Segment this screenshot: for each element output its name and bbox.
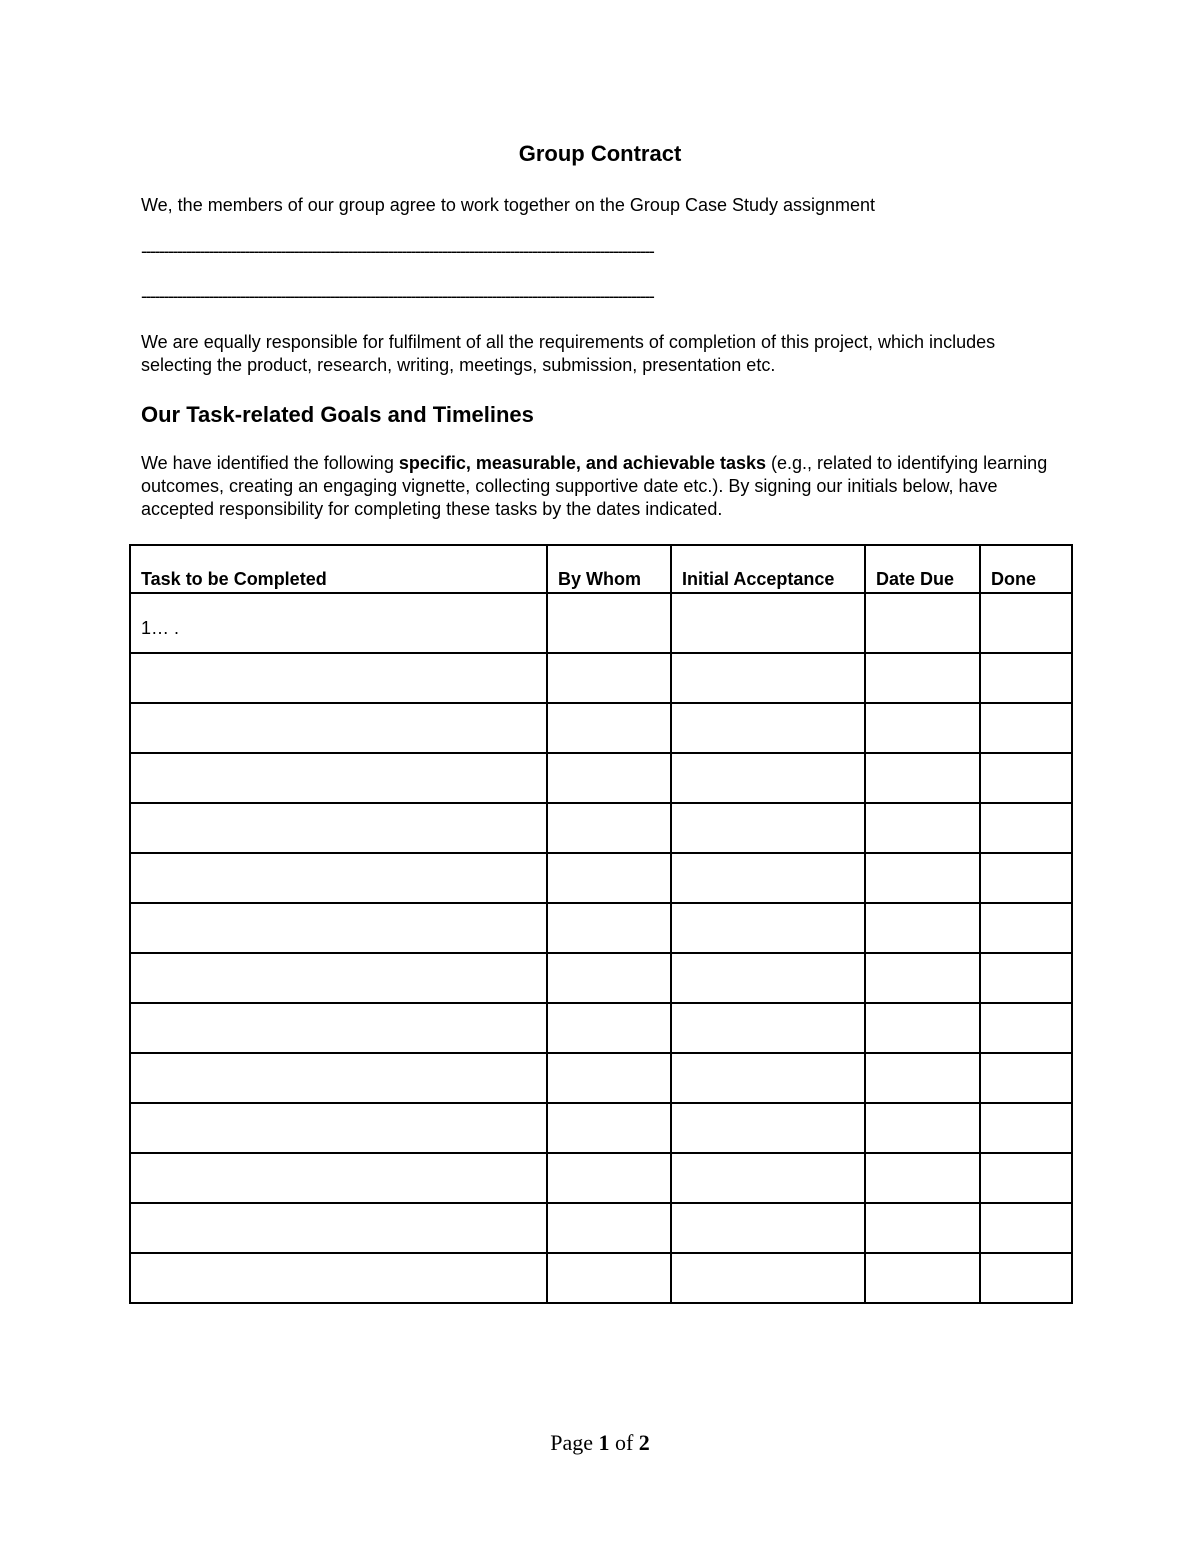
initial-acceptance-cell[interactable]	[671, 1003, 865, 1053]
page-footer	[0, 1430, 1200, 1456]
by-whom-cell[interactable]	[547, 703, 671, 753]
by-whom-cell[interactable]	[547, 1053, 671, 1103]
header-initial-acceptance: Initial Acceptance	[671, 545, 865, 593]
table-row	[130, 1253, 1072, 1303]
initial-acceptance-cell[interactable]	[671, 1153, 865, 1203]
initial-acceptance-cell[interactable]	[671, 1253, 865, 1303]
tasks-intro-paragraph	[141, 452, 1061, 521]
tasks-intro-before: We have identified the following	[141, 453, 399, 473]
table-row	[130, 753, 1072, 803]
page-title: Group Contract	[518, 141, 682, 166]
by-whom-cell[interactable]	[547, 853, 671, 903]
done-cell[interactable]	[980, 1203, 1072, 1253]
date-due-cell[interactable]	[865, 1203, 980, 1253]
tasks-table	[129, 544, 1073, 1304]
table-header-row	[130, 545, 1072, 593]
done-cell[interactable]	[980, 803, 1072, 853]
initial-acceptance-cell[interactable]	[671, 803, 865, 853]
by-whom-cell[interactable]	[547, 1203, 671, 1253]
task-cell[interactable]	[130, 653, 547, 703]
initial-acceptance-cell[interactable]	[671, 1053, 865, 1103]
footer-of-word: of	[614, 1430, 634, 1455]
date-due-cell[interactable]	[865, 593, 980, 653]
done-cell[interactable]	[980, 703, 1072, 753]
task-cell[interactable]	[130, 703, 547, 753]
by-whom-cell[interactable]	[547, 953, 671, 1003]
by-whom-cell[interactable]	[547, 803, 671, 853]
task-cell[interactable]	[130, 953, 547, 1003]
table-row	[130, 803, 1072, 853]
date-due-cell[interactable]	[865, 1103, 980, 1153]
by-whom-cell[interactable]	[547, 1153, 671, 1203]
initial-acceptance-cell[interactable]	[671, 853, 865, 903]
date-due-cell[interactable]	[865, 1003, 980, 1053]
date-due-cell[interactable]	[865, 853, 980, 903]
date-due-cell[interactable]	[865, 1053, 980, 1103]
table-row	[130, 853, 1072, 903]
date-due-cell[interactable]	[865, 653, 980, 703]
footer-total-pages: 2	[638, 1430, 650, 1455]
member-names-blank-line-1: ------------------------------------------------------------------------------------------------------------------	[141, 241, 654, 261]
table-row	[130, 1003, 1072, 1053]
by-whom-cell[interactable]	[547, 653, 671, 703]
by-whom-cell[interactable]	[547, 753, 671, 803]
initial-acceptance-cell[interactable]	[671, 593, 865, 653]
responsibility-paragraph: We are equally responsible for fulfilment of all the requirements of completion of this project, which includes selecting the product, research, writing, meetings, submission, presentation etc.	[141, 332, 996, 375]
intro-text: We, the members of our group agree to work together on the Group Case Study assignment	[141, 195, 876, 215]
by-whom-cell[interactable]	[547, 903, 671, 953]
initial-acceptance-cell[interactable]	[671, 703, 865, 753]
done-cell[interactable]	[980, 593, 1072, 653]
task-cell[interactable]	[130, 1253, 547, 1303]
task-cell[interactable]	[130, 853, 547, 903]
task-cell[interactable]	[130, 753, 547, 803]
initial-acceptance-cell[interactable]	[671, 1203, 865, 1253]
done-cell[interactable]	[980, 1153, 1072, 1203]
table-row	[130, 953, 1072, 1003]
done-cell[interactable]	[980, 953, 1072, 1003]
date-due-cell[interactable]	[865, 703, 980, 753]
done-cell[interactable]	[980, 853, 1072, 903]
table-row	[130, 703, 1072, 753]
section-heading: Our Task-related Goals and Timelines	[141, 402, 534, 427]
by-whom-cell[interactable]	[547, 593, 671, 653]
table-row	[130, 593, 1072, 653]
date-due-cell[interactable]	[865, 753, 980, 803]
task-cell[interactable]: 1… .	[130, 593, 547, 653]
table-row	[130, 1053, 1072, 1103]
task-cell[interactable]	[130, 1053, 547, 1103]
task-cell[interactable]	[130, 803, 547, 853]
task-cell[interactable]	[130, 1003, 547, 1053]
tasks-intro-bold: specific, measurable, and achievable tasks	[398, 453, 767, 473]
by-whom-cell[interactable]	[547, 1253, 671, 1303]
header-by-whom: By Whom	[547, 545, 671, 593]
by-whom-cell[interactable]	[547, 1103, 671, 1153]
header-done: Done	[980, 545, 1072, 593]
done-cell[interactable]	[980, 1003, 1072, 1053]
task-cell[interactable]	[130, 1153, 547, 1203]
table-row	[130, 1103, 1072, 1153]
footer-page-word: Page	[550, 1430, 593, 1455]
initial-acceptance-cell[interactable]	[671, 903, 865, 953]
task-cell[interactable]	[130, 903, 547, 953]
member-names-blank-line-2: ------------------------------------------------------------------------------------------------------------------	[141, 286, 654, 306]
table-row	[130, 1203, 1072, 1253]
table-row	[130, 1153, 1072, 1203]
done-cell[interactable]	[980, 653, 1072, 703]
by-whom-cell[interactable]	[547, 1003, 671, 1053]
task-cell[interactable]	[130, 1103, 547, 1153]
task-cell[interactable]	[130, 1203, 547, 1253]
date-due-cell[interactable]	[865, 1253, 980, 1303]
table-row	[130, 653, 1072, 703]
initial-acceptance-cell[interactable]	[671, 1103, 865, 1153]
initial-acceptance-cell[interactable]	[671, 753, 865, 803]
date-due-cell[interactable]	[865, 903, 980, 953]
date-due-cell[interactable]	[865, 953, 980, 1003]
header-task: Task to be Completed	[130, 545, 547, 593]
initial-acceptance-cell[interactable]	[671, 953, 865, 1003]
done-cell[interactable]	[980, 1103, 1072, 1153]
done-cell[interactable]	[980, 903, 1072, 953]
done-cell[interactable]	[980, 1053, 1072, 1103]
done-cell[interactable]	[980, 753, 1072, 803]
date-due-cell[interactable]	[865, 803, 980, 853]
done-cell[interactable]	[980, 1253, 1072, 1303]
header-date-due: Date Due	[865, 545, 980, 593]
footer-current-page: 1	[598, 1430, 610, 1455]
date-due-cell[interactable]	[865, 1153, 980, 1203]
tasks-intro-after: (e.g., related to identifying learning outcomes, creating an engaging vignette, collecting supportive date etc.). By signing our initials below, have accepted responsibility for completing these tasks by the dates indicated.	[141, 453, 1048, 519]
initial-acceptance-cell[interactable]	[671, 653, 865, 703]
table-row	[130, 903, 1072, 953]
